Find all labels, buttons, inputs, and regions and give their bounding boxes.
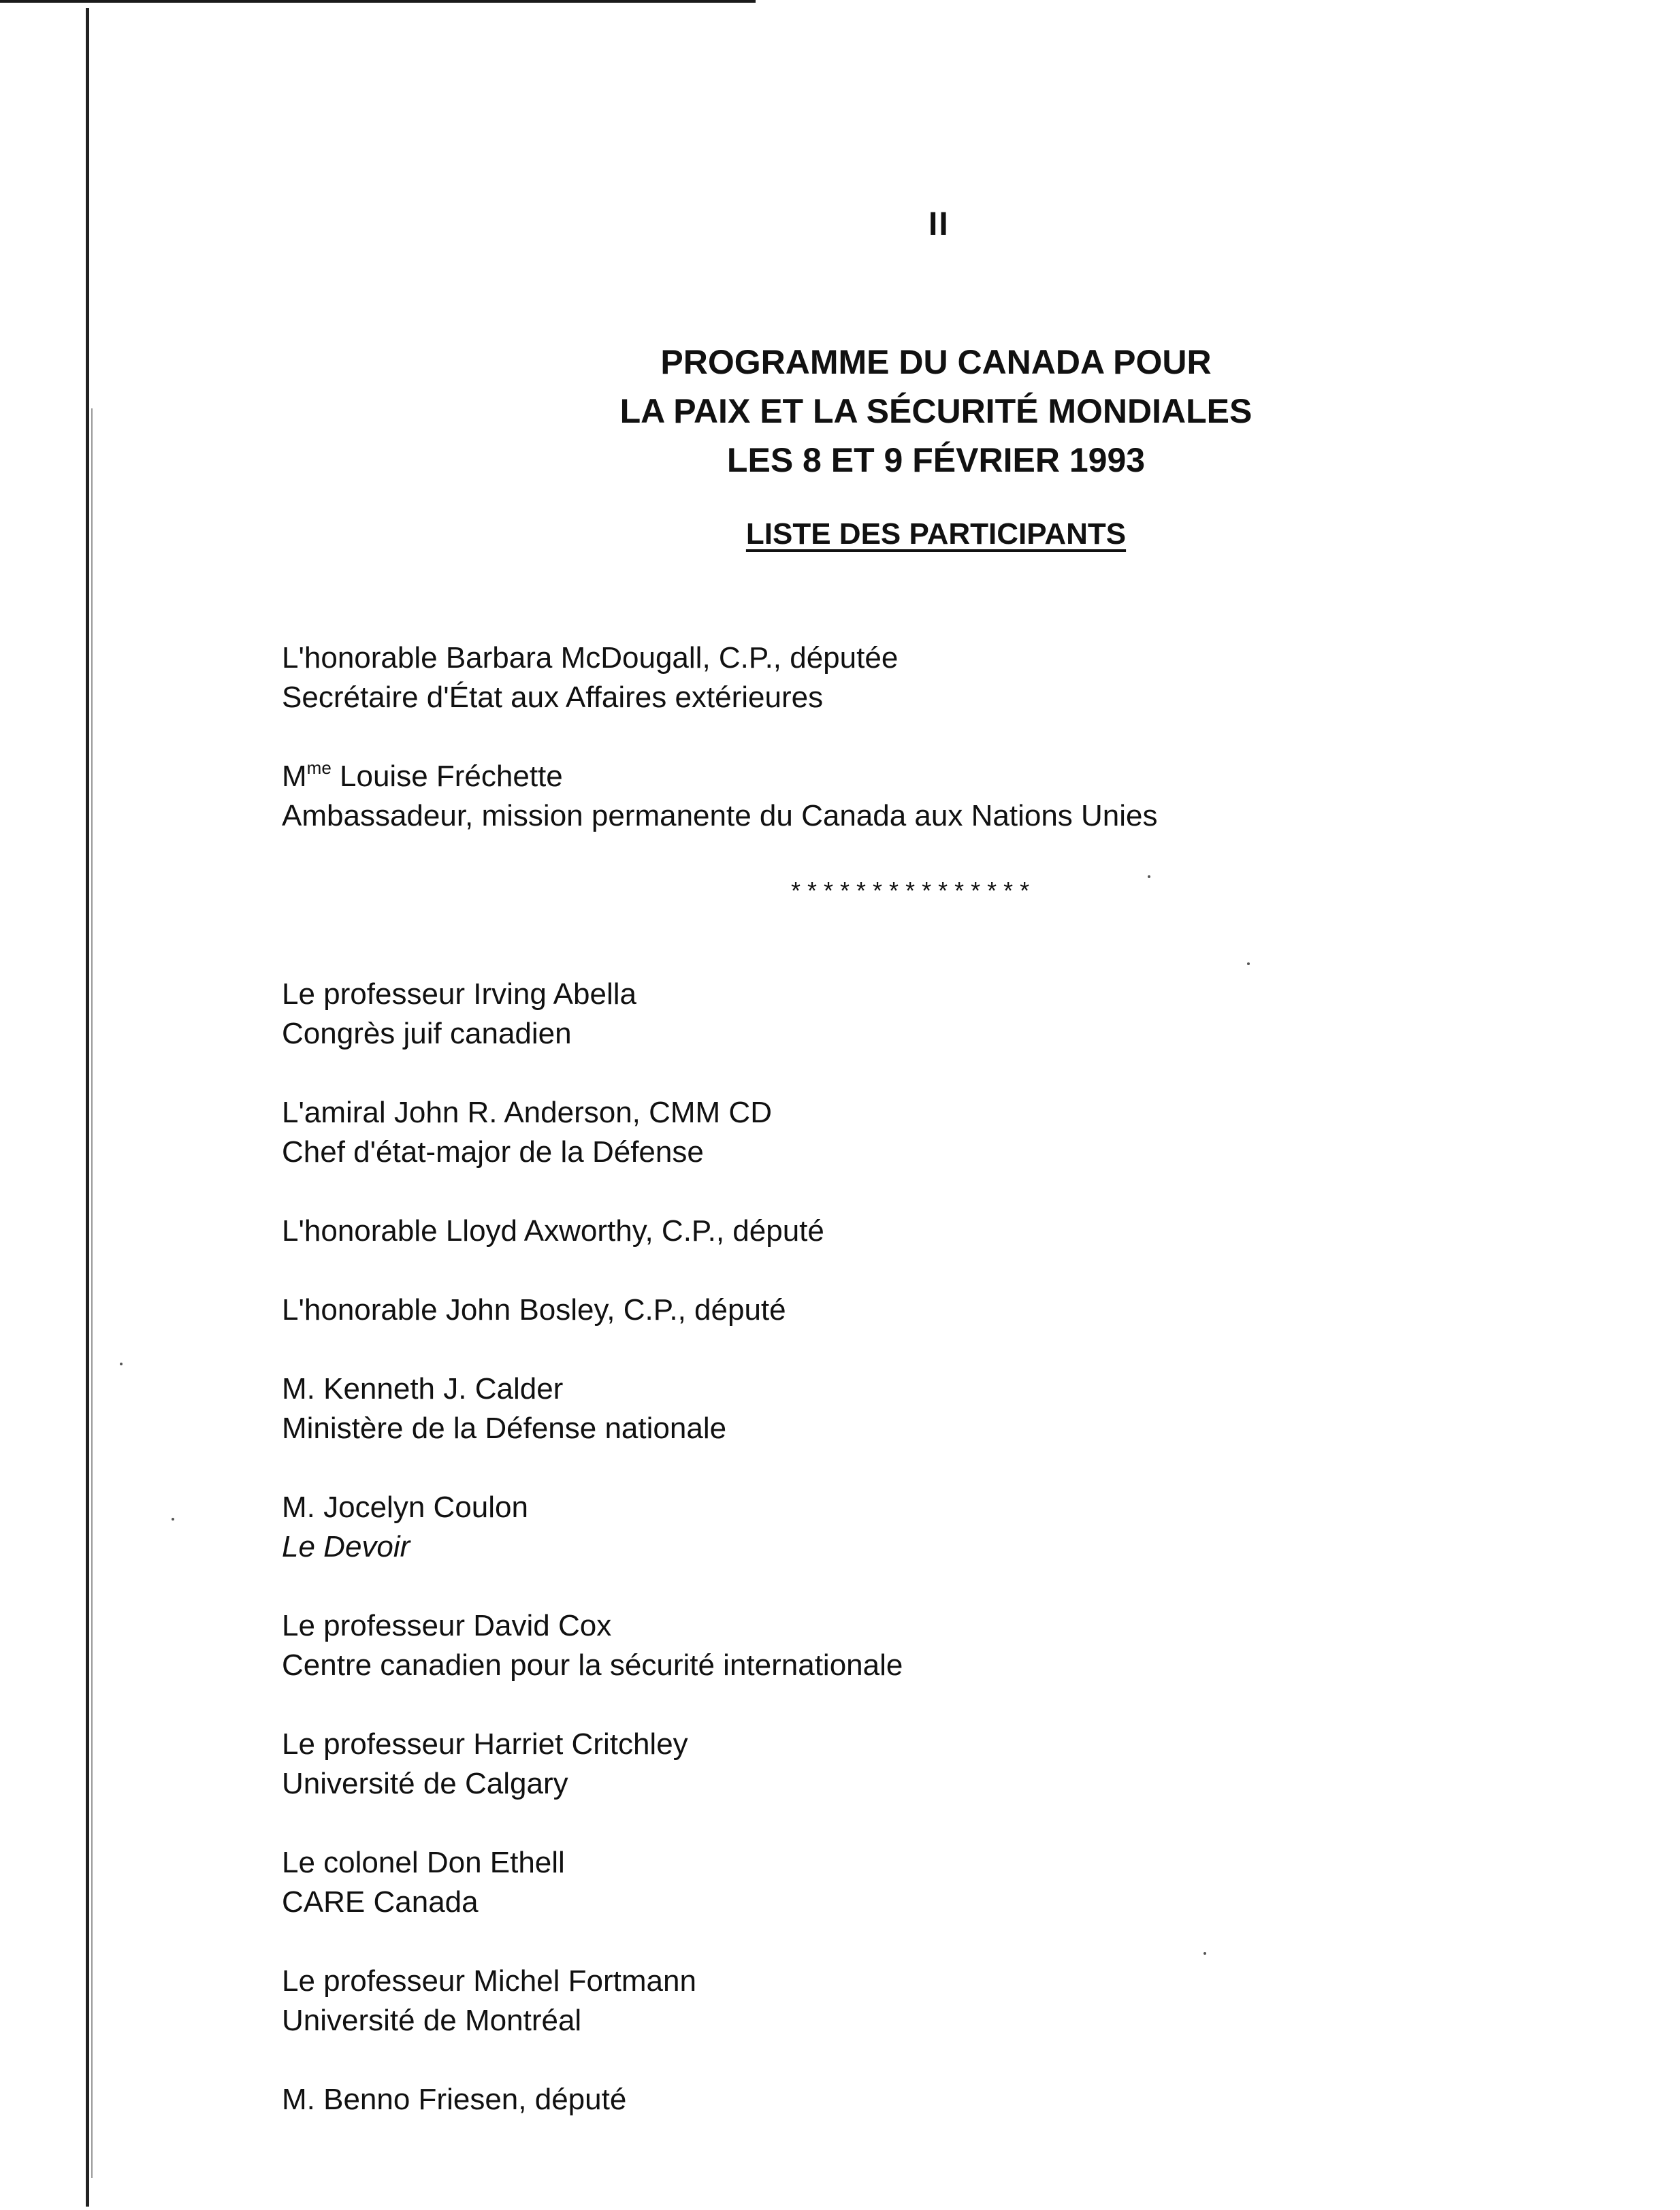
participant-affiliation: Université de Montréal (282, 2004, 582, 2037)
list-heading-text: LISTE DES PARTICIPANTS (745, 517, 1127, 551)
list-item (282, 1488, 1575, 1567)
participant-name: Le professeur Harriet Critchley (282, 1727, 688, 1761)
scan-left-shadow (91, 408, 93, 2178)
participant-list (282, 638, 1575, 2159)
participant-affiliation: Le Devoir (282, 1530, 410, 1563)
participant-name: L'honorable Barbara McDougall, C.P., députée (282, 641, 899, 675)
participant-affiliation: Congrès juif canadien (282, 1017, 572, 1050)
participant-name: M. Benno Friesen, député (282, 2083, 627, 2116)
participant-name: Le professeur Michel Fortmann (282, 1964, 696, 1998)
list-item (282, 1093, 1575, 1172)
participant-affiliation: Chef d'état-major de la Défense (282, 1135, 704, 1169)
participant-affiliation: CARE Canada (282, 1885, 479, 1919)
participant-name: M. Jocelyn Coulon (282, 1491, 528, 1524)
participant-name: L'amiral John R. Anderson, CMM CD (282, 1096, 772, 1129)
list-heading (531, 517, 1341, 551)
participant-name: Le professeur Irving Abella (282, 977, 636, 1011)
list-item (282, 2080, 1575, 2119)
title-line: LES 8 ET 9 FÉVRIER 1993 (726, 441, 1146, 479)
section-number: II (928, 206, 950, 242)
list-item (282, 1369, 1575, 1448)
participant-affiliation: Secrétaire d'État aux Affaires extérieures (282, 681, 824, 714)
scan-speck (120, 1363, 123, 1365)
participant-affiliation: Centre canadien pour la sécurité internationale (282, 1648, 903, 1682)
list-item (282, 638, 1575, 717)
list-item (282, 1962, 1575, 2041)
list-item (282, 757, 1575, 836)
participant-name: M. Kenneth J. Calder (282, 1372, 564, 1405)
participant-name: Le professeur David Cox (282, 1609, 612, 1642)
participant-affiliation: Ambassadeur, mission permanente du Canada aux Nations Unies (282, 799, 1158, 832)
list-item (282, 1606, 1575, 1685)
list-item (282, 1843, 1575, 1922)
list-item (282, 1290, 1575, 1330)
scan-speck (172, 1518, 174, 1521)
title-line: PROGRAMME DU CANADA POUR (660, 343, 1212, 381)
list-item (282, 975, 1575, 1054)
list-item (282, 1725, 1575, 1804)
list-item (282, 1212, 1575, 1251)
participant-name: L'honorable John Bosley, C.P., député (282, 1293, 786, 1327)
title-line: LA PAIX ET LA SÉCURITÉ MONDIALES (619, 392, 1253, 430)
asterisk-separator: *************** (791, 877, 1037, 905)
participant-name: L'honorable Lloyd Axworthy, C.P., député (282, 1214, 824, 1248)
page-title (531, 338, 1341, 485)
participant-affiliation: Université de Calgary (282, 1767, 568, 1800)
scan-left-border (86, 8, 89, 2207)
participant-affiliation: Ministère de la Défense nationale (282, 1412, 727, 1445)
participant-name: Le colonel Don Ethell (282, 1846, 565, 1879)
participant-name: $M^{me}$ Louise Fréchette (282, 758, 563, 793)
scan-top-border (0, 0, 756, 3)
